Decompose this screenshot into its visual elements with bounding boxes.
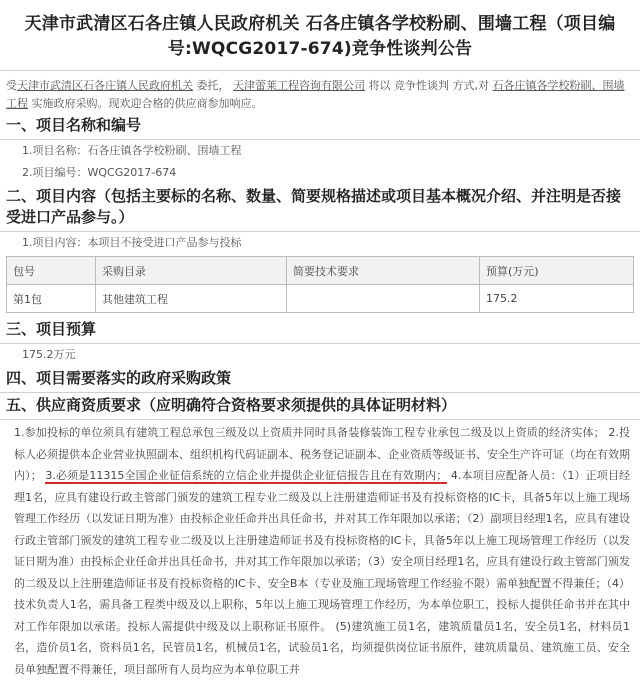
budget-amount: 175.2万元 (22, 348, 76, 361)
table-header: 采购目录 (96, 257, 287, 285)
requirement-1: 1.参加投标的单位须具有建筑工程总承包三级及以上资质并同时具备装修装饰工程专业承包二级及以上资质的经济实体； (14, 426, 605, 439)
page-title (0, 0, 640, 62)
project-link[interactable]: 石各庄镇各学校粉刷、围墙工程 (6, 79, 625, 110)
title-line-1: 天津市武清区石各庄镇人民政府机关 石各庄镇各学校粉刷、围墙工程（项目编 (24, 14, 616, 34)
package-table (6, 256, 634, 313)
requirements-text (0, 420, 640, 680)
agent-link[interactable]: 天津蕾莱工程咨询有限公司 (233, 79, 365, 92)
intro-text: 委托， (196, 79, 230, 92)
requirement-3-highlight: 3.必须是11315全国企业征信系统的立信企业并提供企业征信报告且在有效期内； (45, 469, 448, 482)
table-header: 预算(万元) (480, 257, 634, 285)
section-heading: 四、项目需要落实的政府采购政策 (6, 369, 232, 387)
table-cell: 其他建筑工程 (96, 285, 287, 313)
project-name: 1.项目名称：石各庄镇各学校粉刷、围墙工程 (22, 144, 242, 157)
table-row (7, 285, 634, 313)
table-header: 简要技术要求 (287, 257, 480, 285)
section-heading: 五、供应商资质要求（应明确符合资格要求须提供的具体证明材料） (6, 396, 457, 414)
table-header-row (7, 257, 634, 285)
intro-text: 实施政府采购。现欢迎合格的供应商参加响应。 (31, 97, 263, 110)
section-1-header (0, 113, 640, 140)
requirement-2: 2.投标人必须提供本企业营业执照副本、组织机构代码证副本、税务登记证副本、企业资质等级证书、安全生产许可证（均在有效期内）； (14, 426, 630, 482)
agency-link[interactable]: 天津市武清区石各庄镇人民政府机关 (17, 79, 193, 92)
requirement-5: (5)建筑施工员1名，建筑质量员1名，安全员1名，材料员1名，造价员1名，资料员1名，民管员1名，机械员1名，试验员1名，均须提供岗位证书原件，建筑质量员、建筑施工员、安全员单独配置不得兼任，项目部所有人员均应为本单位职工并 (14, 619, 631, 676)
section-heading: 一、项目名称和编号 (6, 116, 142, 134)
section-5-header (0, 393, 640, 420)
project-code: 2.项目编号：WQCG2017-674 (22, 166, 177, 179)
section-2-header (0, 184, 640, 232)
table-cell (287, 285, 480, 313)
project-content: 1.项目内容：本项目不接受进口产品参与投标 (22, 236, 242, 249)
section-heading: 二、项目内容（包括主要标的名称、数量、简要规格描述或项目基本概况介绍、并注明是否接受进口产品参与。） (6, 187, 622, 226)
intro-paragraph (0, 71, 640, 113)
table-cell: 第1包 (7, 285, 96, 313)
section-3-header (0, 317, 640, 344)
requirement-4: 4.本项目应配备人员：（1）正项目经理1名，应具有建设行政主管部门颁发的建筑工程专业二级及以上注册建造师证书及有投标资格的IC卡，具备5年以上施工现场管理工作经历（以发证日期为准）由投标企业任命并出具任命书，并对其工作年限加以承诺；（2）副项目经理1名，应具有建设行政主管部门颁发的建筑工程专业二级及以上注册建造师证书及有投标资格的IC卡，具备5年以上施工现场管理工作经历（以发证日期为准）由投标企业任命并出具任命书，并对其工作年限加以承诺；（3）安全项目经理1名，应具有建设行政主管部门颁发的二级及以上注册建造师证书及有投标资格的IC卡、安全B本（专业及施工现场管理工作经验不限）需单独配置不得兼任；（4）技术负责人1名，需具备工程类中级及以上职称，5年以上施工现场管理工作经历，为本单位职工，投标人提供任命书并在其中对工作年限加以承诺。投标人需提供中级及以上职称证书原件。 (14, 469, 630, 633)
section-heading: 三、项目预算 (6, 320, 97, 338)
intro-text: 将以 竞争性谈判 方式,对 (368, 79, 489, 92)
title-line-2: 号:WQCG2017-674)竞争性谈判公告 (167, 39, 473, 59)
section-4-header (0, 366, 640, 393)
table-cell: 175.2 (480, 285, 634, 313)
intro-text: 受 (6, 79, 17, 92)
table-header: 包号 (7, 257, 96, 285)
